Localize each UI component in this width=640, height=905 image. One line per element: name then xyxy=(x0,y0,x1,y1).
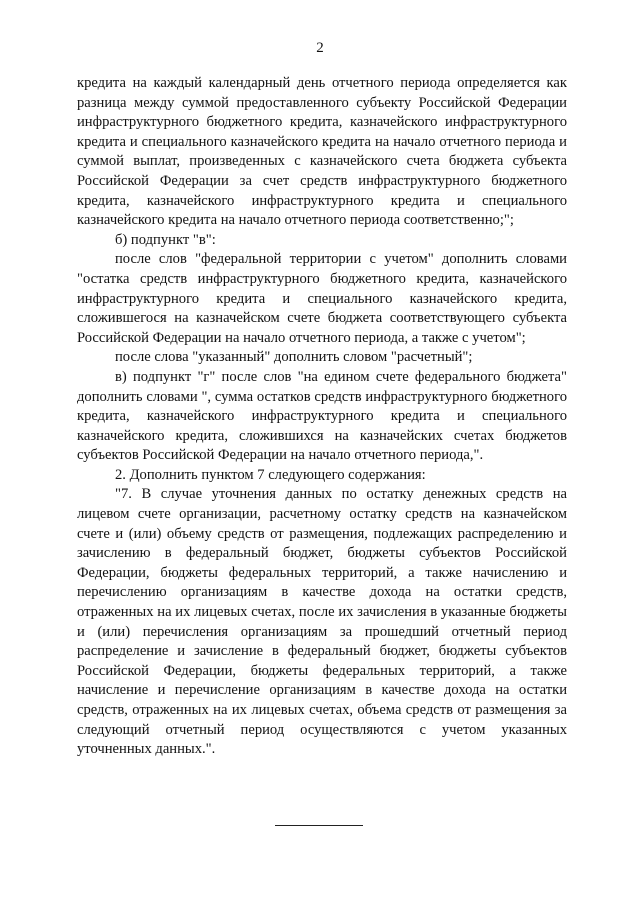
paragraph-item-2: 2. Дополнить пунктом 7 следующего содержания: xyxy=(115,466,426,483)
paragraph-point-7: "7. В случае уточнения данных по остатку денежных средств на лицевом счете организации, расчетному остатку средств на казначейском счете и (или) объему средств от размещения, подлежащих распределению и зачислению в федеральный бюджет, бюджеты субъектов Российской Федерации, бюджеты федеральных территорий, а также начислению и перечислению организациям в качестве дохода на остатки средств, отраженных на их лицевых счетах, после их зачисления в указанные бюджеты и (или) перечисления организациям за прошедший отчетный период распределение и зачисление в федеральный бюджет, бюджеты субъектов Российской Федерации, бюджеты федеральных территорий, а также начисление и перечисление организациям в качестве дохода на остатки средств, отраженных на их лицевых счетах, объема средств от размещения за следующий отчетный период осуществляются с учетом указанных уточненных данных.". xyxy=(77,486,567,758)
paragraph-amendment-word: после слова "указанный" дополнить словом "расчетный"; xyxy=(115,349,473,366)
page-number: 2 xyxy=(316,40,324,56)
paragraph-amendment-words: после слов "федеральной территории с учетом" дополнить словами "остатка средств инфраструктурного бюджетного кредита, казначейского инфраструктурного кредита и специального казначейского кредита, сложившегося на казначейском счете бюджета соответствующего субъекта Российской Федерации на начало отчетного периода, а также с учетом"; xyxy=(77,251,567,346)
document-body xyxy=(77,74,567,760)
paragraph-subitem-b: б) подпункт "в": xyxy=(115,231,216,248)
paragraph-continuation: кредита на каждый календарный день отчетного периода определяется как разница между суммой предоставленного субъекту Российской Федерации инфраструктурного бюджетного кредита, казначейского инфраструктурного кредита и специального казначейского кредита на начало отчетного периода и суммой выплат, произведенных с казначейского счета бюджета субъекта Российской Федерации за счет средств инфраструктурного бюджетного кредита, казначейского инфраструктурного кредита и специального казначейского кредита на начало отчетного периода соответственно;"; xyxy=(77,75,567,229)
paragraph-subitem-v: в) подпункт "г" после слов "на едином счете федерального бюджета" дополнить словами ", сумма остатков средств инфраструктурного бюджетного кредита, казначейского инфраструктурного кредита и специального казначейского кредита, сложившихся на казначейских счетах бюджетов субъектов Российской Федерации на начало отчетного периода,". xyxy=(77,368,567,464)
end-divider xyxy=(275,825,363,826)
